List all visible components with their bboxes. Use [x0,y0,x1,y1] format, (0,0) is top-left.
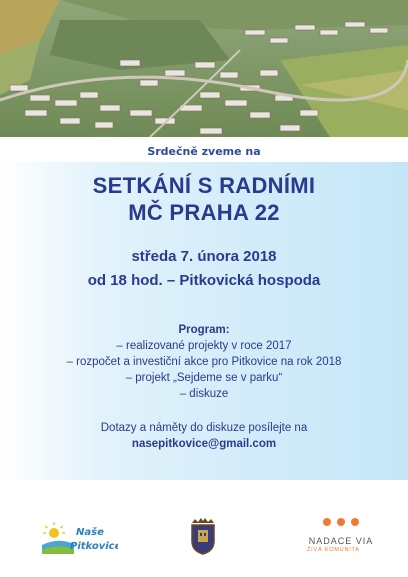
title-line-1: SETKÁNÍ S RADNÍMI [92,173,316,198]
dots-icon [300,518,382,526]
program-item: – projekt „Sejdeme se v parku“ [125,372,283,384]
contact-text: Dotazy a náměty do diskuze posílejte na [100,422,308,434]
program-item: – realizované projekty v roce 2017 [116,340,292,352]
municipal-crest-icon [189,517,217,555]
invite-text: Srdečně zveme na [147,145,261,158]
sun-icon [43,522,65,538]
contact-email[interactable]: nasepitkovice@gmail.com [131,438,277,450]
date-line: středa 7. února 2018 [131,248,277,265]
title-line-2: MČ PRAHA 22 [128,200,280,225]
program-item: – rozpočet a investiční akce pro Pitkovice na rok 2018 [66,356,342,368]
svg-text:Naše: Naše [76,527,104,538]
nadace-via-sub: ŽIVÁ KOMUNITA [307,547,360,553]
program-heading: Program: [178,324,230,336]
svg-text:Pitkovice: Pitkovice [70,541,118,552]
aerial-photo [0,0,408,137]
time-place-line: od 18 hod. – Pitkovická hospoda [87,272,321,289]
nase-pitkovice-logo [40,517,118,557]
nadace-via-logo [300,518,382,558]
nadace-via-name: NADACE VIA [308,536,374,546]
program-item: – diskuze [179,388,229,400]
